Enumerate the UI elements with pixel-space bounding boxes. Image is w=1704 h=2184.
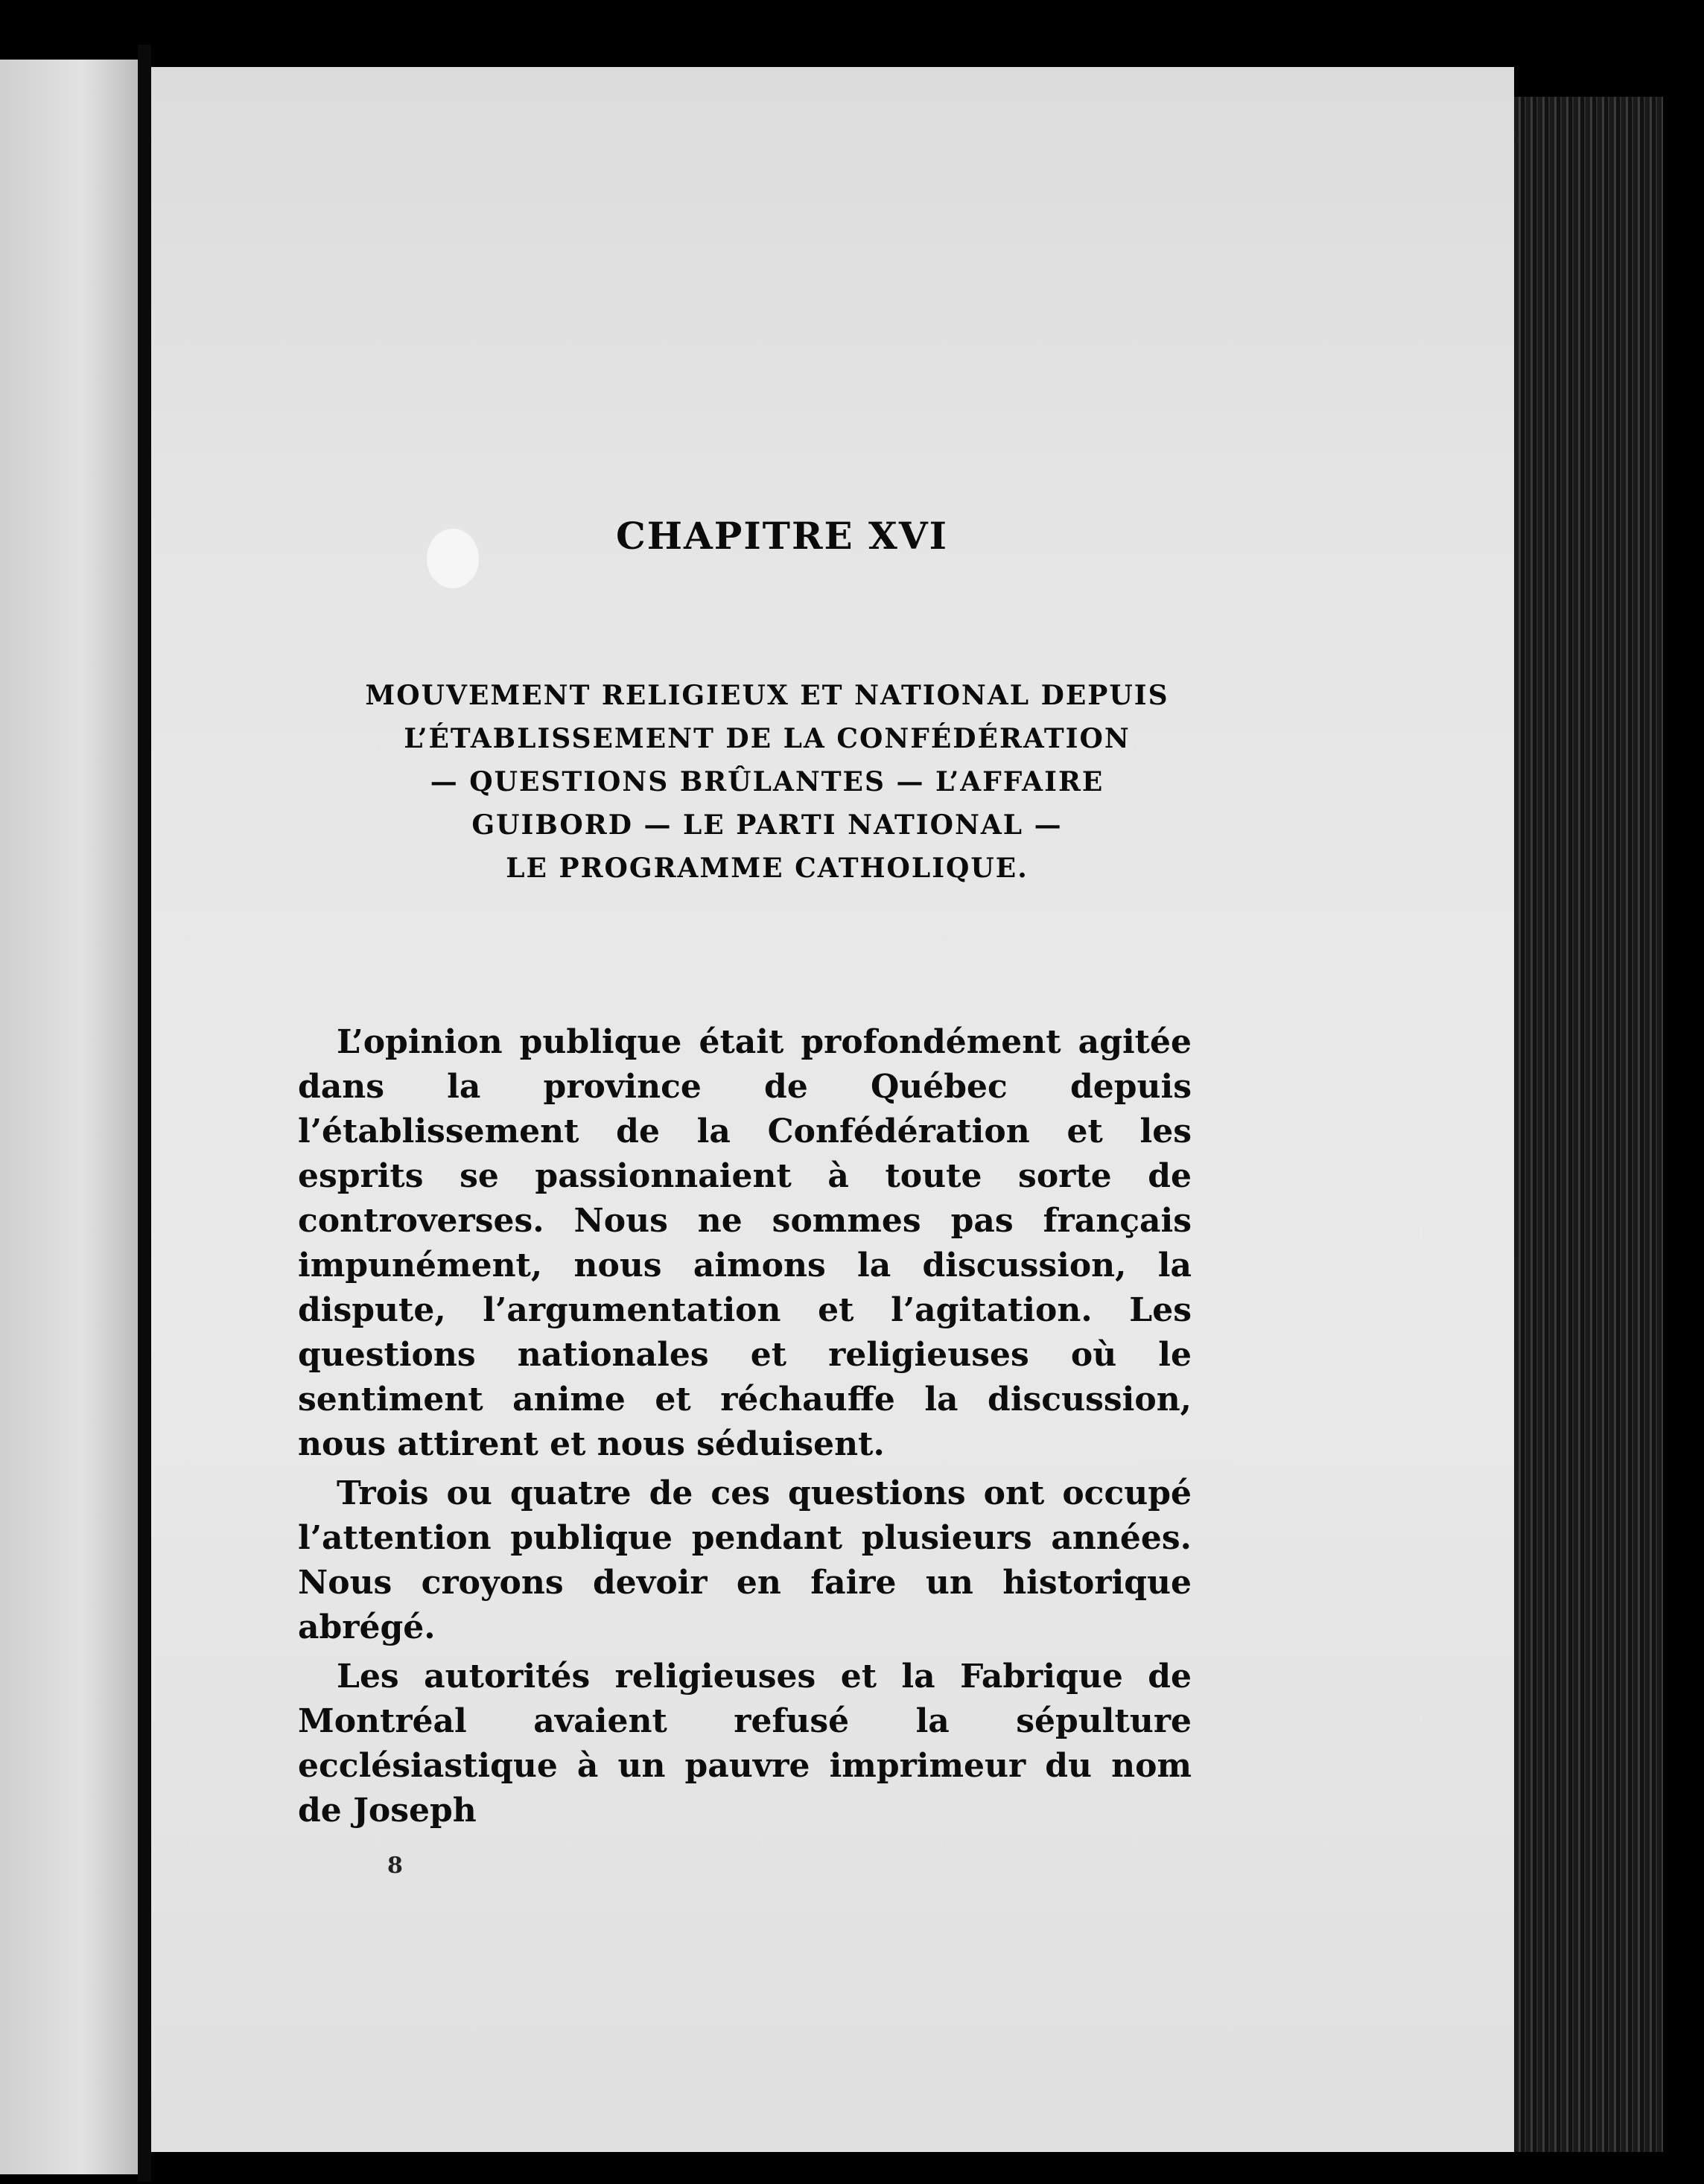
paragraph: L’opinion publique était profondément agitée dans la province de Québec depuis l’établissement de la Confédération et les esprits se passionnaient à toute sorte de controverses. Nous ne sommes pas français impunément, nous aimons la discussion, la dispute, l’argumentation et l’agitation. Les questions nationales et religieuses où le sentiment anime et réchauffe la discussion, nous attirent et nous séduisent. bbox=[298, 1023, 1192, 1463]
book-gutter bbox=[138, 45, 151, 2182]
previous-page-edge bbox=[0, 60, 138, 2174]
body-text bbox=[298, 1020, 1192, 1838]
chapter-title: CHAPITRE XVI bbox=[615, 514, 949, 558]
summary-line: MOUVEMENT RELIGIEUX ET NATIONAL DEPUIS bbox=[365, 680, 1169, 711]
summary-line: LE PROGRAMME CATHOLIQUE. bbox=[506, 853, 1029, 884]
signature-mark: 8 bbox=[387, 1853, 403, 1879]
paper-blemish bbox=[427, 529, 479, 588]
summary-line: — QUESTIONS BRÛLANTES — L’AFFAIRE bbox=[430, 766, 1104, 797]
summary-line: L’ÉTABLISSEMENT DE LA CONFÉDÉRATION bbox=[404, 723, 1131, 754]
page-edges bbox=[1514, 97, 1663, 2152]
summary-line: GUIBORD — LE PARTI NATIONAL — bbox=[471, 809, 1063, 841]
paragraph: Les autorités religieuses et la Fabrique de Montréal avaient refusé la sépulture ecclésiastique à un pauvre imprimeur du nom de Joseph bbox=[298, 1658, 1192, 1830]
paragraph: Trois ou quatre de ces questions ont occupé l’attention publique pendant plusieurs années. Nous croyons devoir en faire un historique abrégé. bbox=[298, 1474, 1192, 1646]
chapter-summary bbox=[313, 674, 1221, 890]
